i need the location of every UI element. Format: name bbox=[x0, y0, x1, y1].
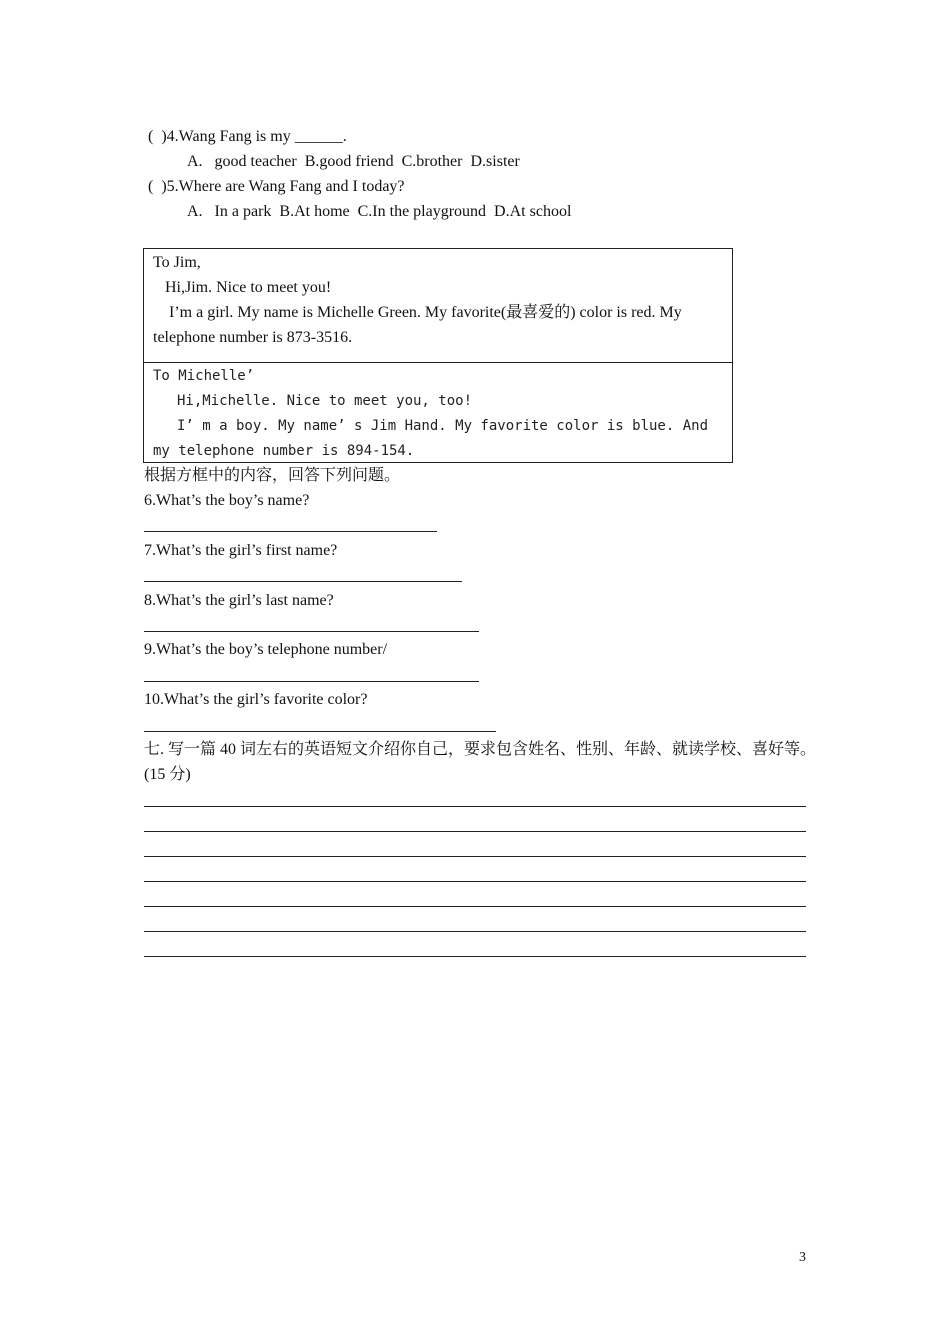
writing-score: (15 分) bbox=[144, 766, 191, 783]
letter1-salutation: To Jim, bbox=[153, 254, 201, 271]
writing-line-6[interactable] bbox=[144, 931, 806, 932]
writing-line-3[interactable] bbox=[144, 856, 806, 857]
letter1-line1: Hi,Jim. Nice to meet you! bbox=[165, 279, 332, 296]
letter2-line1: Hi,Michelle. Nice to meet you, too! bbox=[177, 393, 473, 409]
answer-line-9[interactable] bbox=[144, 681, 479, 682]
question-8: 8.What’s the girl’s last name? bbox=[144, 592, 334, 609]
question-5-stem: ( )5.Where are Wang Fang and I today? bbox=[148, 178, 405, 195]
question-7: 7.What’s the girl’s first name? bbox=[144, 542, 338, 559]
reading-instruction: 根据方框中的内容，回答下列问题。 bbox=[144, 467, 401, 484]
letter1-line3: telephone number is 873-3516. bbox=[153, 329, 353, 346]
question-6: 6.What’s the boy’s name? bbox=[144, 492, 310, 509]
writing-line-1[interactable] bbox=[144, 806, 806, 807]
answer-line-7[interactable] bbox=[144, 581, 462, 582]
question-4-options: A. good teacher B.good friend C.brother D.sister bbox=[187, 153, 520, 170]
letter2-line3: my telephone number is 894-154. bbox=[153, 443, 415, 459]
writing-prompt: 七. 写一篇 40 词左右的英语短文介绍你自己，要求包含姓名、性别、年龄、就读学校、喜好等。 bbox=[144, 741, 817, 758]
letter2-salutation: To Michelle’ bbox=[153, 368, 255, 384]
question-5-options: A. In a park B.At home C.In the playground D.At school bbox=[187, 203, 572, 220]
writing-line-5[interactable] bbox=[144, 906, 806, 907]
writing-line-4[interactable] bbox=[144, 881, 806, 882]
question-4-stem: ( )4.Wang Fang is my ______. bbox=[148, 128, 347, 145]
question-9: 9.What’s the boy’s telephone number/ bbox=[144, 641, 388, 658]
writing-line-7[interactable] bbox=[144, 956, 806, 957]
page-number: 3 bbox=[799, 1250, 806, 1265]
answer-line-8[interactable] bbox=[144, 631, 479, 632]
writing-line-2[interactable] bbox=[144, 831, 806, 832]
question-10: 10.What’s the girl’s favorite color? bbox=[144, 691, 368, 708]
answer-line-10[interactable] bbox=[144, 731, 496, 732]
letter2-line2: I’ m a boy. My name’ s Jim Hand. My favorite color is blue. And bbox=[177, 418, 709, 434]
letter1-line2: I’m a girl. My name is Michelle Green. My favorite(最喜爱的) color is red. My bbox=[169, 304, 682, 321]
answer-line-6[interactable] bbox=[144, 531, 437, 532]
